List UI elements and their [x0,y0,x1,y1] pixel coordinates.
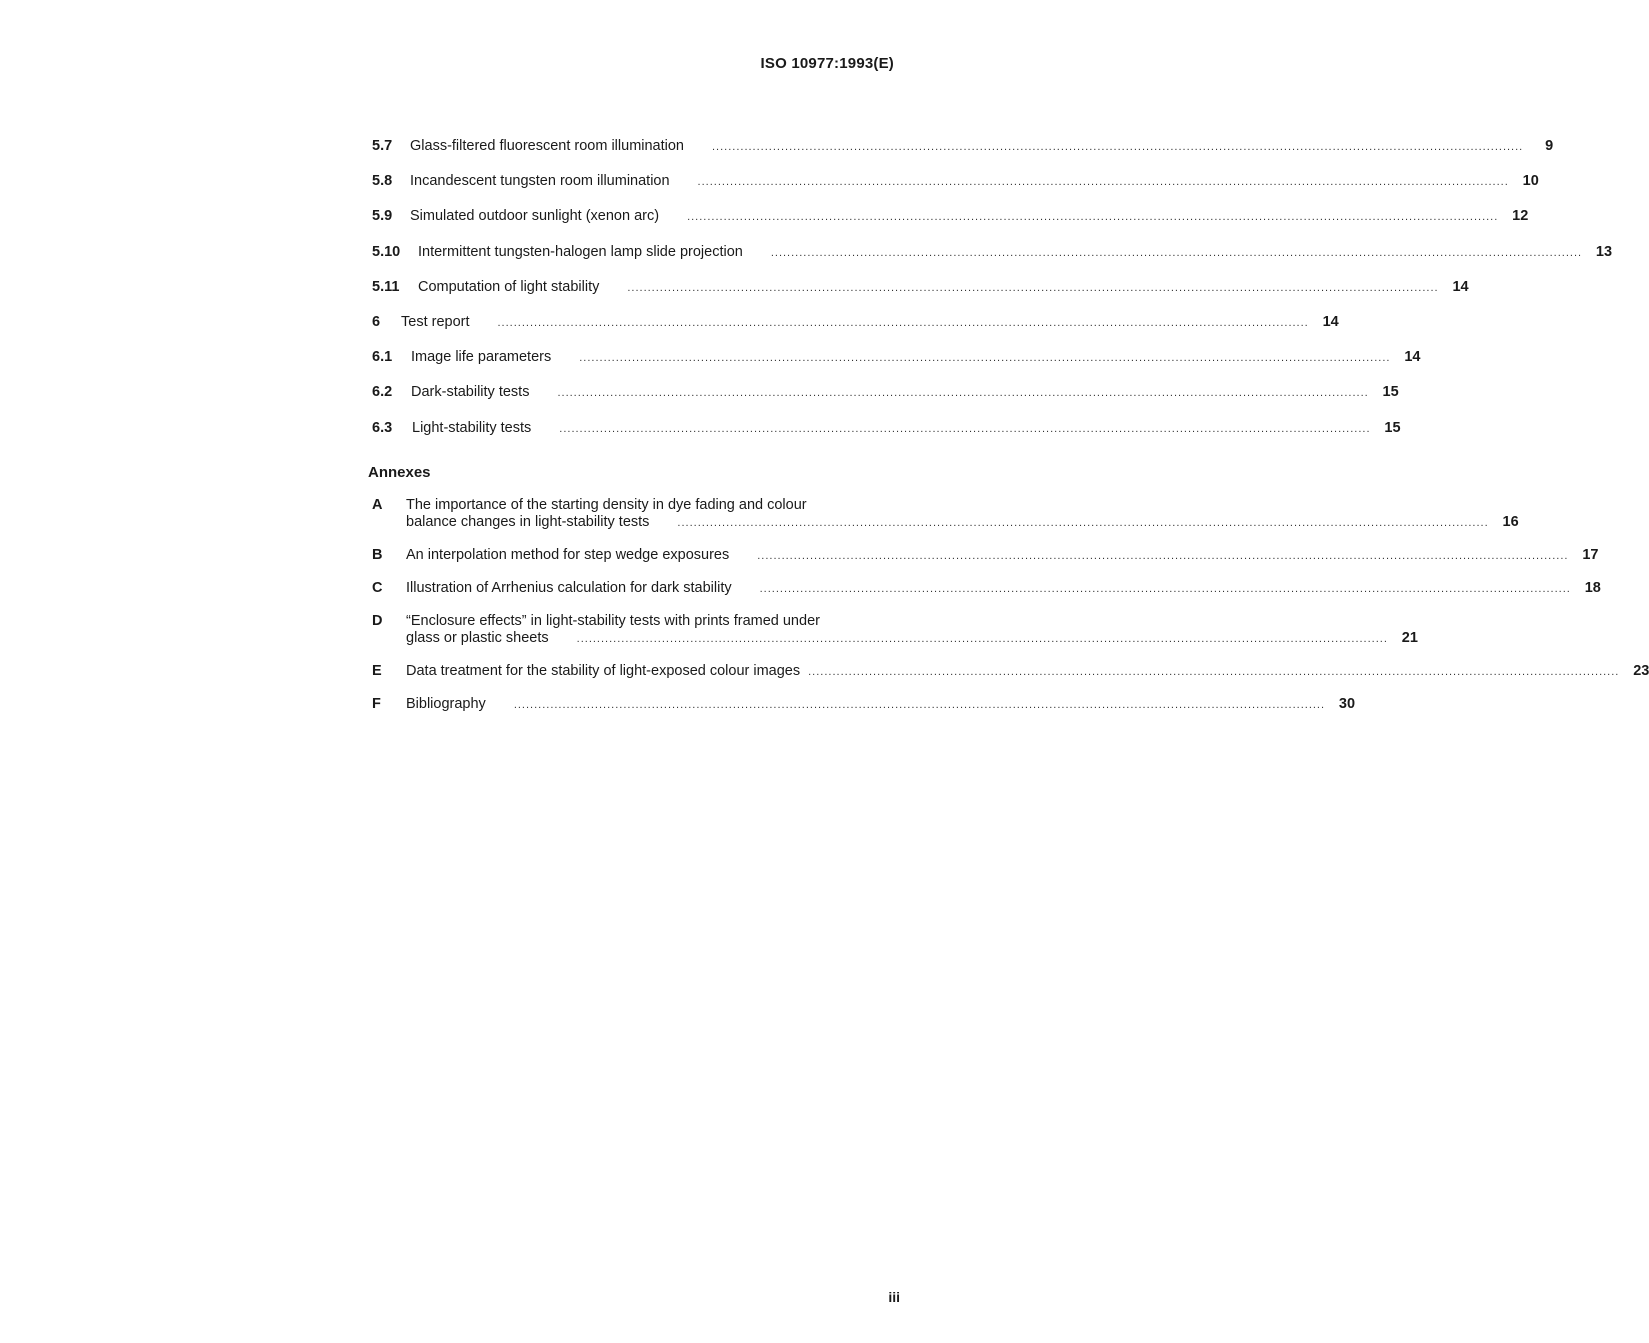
page-number: iii [888,1289,900,1305]
leader-dots: ........................................................................................................................................................................................................ [712,141,1524,153]
toc-entry-page: 15 [1382,384,1399,401]
leader-dots: ........................................................................................................................................................................................................ [697,176,1509,189]
annex-title: An interpolation method for step wedge exposures [406,546,730,563]
toc-entry-page: 14 [1404,349,1421,366]
annex-title: The importance of the starting density in dye fading and colour [406,496,807,513]
toc-entry-number: 5.8 [372,173,393,190]
toc-entry-title: Image life parameters [411,349,552,366]
toc-entry-title: Simulated outdoor sunlight (xenon arc) [410,208,660,225]
toc-entry-5-11[interactable] [372,278,1469,314]
leader-dots: ........................................................................................................................................................................................................ [579,352,1391,365]
leader-dots: ........................................................................................................................................................................................................ [576,632,1388,645]
annex-letter: B [372,546,383,563]
toc-entry-number: 5.7 [372,138,393,154]
annex-title: Data treatment for the stability of light-exposed colour images [406,662,801,679]
annex-entry-c[interactable] [372,579,1601,598]
toc-entry-6-3[interactable] [372,419,1401,455]
toc-entry-number: 6.3 [372,419,393,436]
annex-page: 23 [1633,662,1649,679]
toc-entry-6-2[interactable] [372,384,1399,419]
leader-dots: ........................................................................................................................................................................................................ [559,422,1371,435]
annex-title: Bibliography [406,695,486,712]
annex-title-continued: glass or plastic sheets [406,629,549,646]
toc-entry-5-9[interactable] [372,208,1529,243]
toc-entry-title: Computation of light stability [418,278,600,295]
leader-dots: ........................................................................................................................................................................................................ [513,698,1326,711]
annex-letter: F [372,695,381,712]
table-of-contents [368,138,1649,729]
leader-dots: ........................................................................................................................................................................................................ [770,246,1583,259]
annex-page: 30 [1338,695,1356,712]
annex-title-continued: balance changes in light-stability tests [406,513,650,530]
annex-letter: C [372,579,383,596]
leader-dots: ........................................................................................................................................................................................................ [757,549,1569,562]
toc-entry-title: Test report [401,313,470,330]
leader-dots: ........................................................................................................................................................................................................ [557,387,1369,400]
toc-entry-6[interactable] [372,313,1339,349]
toc-entry-number: 5.11 [372,278,400,295]
toc-entry-title: Intermittent tungsten-halogen lamp slide projection [418,243,743,260]
leader-dots: ........................................................................................................................................................................................................ [677,516,1489,529]
toc-entry-number: 6.2 [372,384,393,401]
annex-entry-d[interactable] [372,612,1418,648]
annex-entry-e[interactable] [372,662,1649,681]
toc-entry-title: Glass-filtered fluorescent room illumination [410,138,684,154]
leader-dots: ........................................................................................................................................................................................................ [627,281,1439,294]
toc-entry-title: Incandescent tungsten room illumination [410,173,670,190]
leader-dots: ........................................................................................................................................................................................................ [497,316,1309,329]
leader-dots: ........................................................................................................................................................................................................ [687,211,1499,224]
toc-entry-6-1[interactable] [372,349,1421,384]
annex-entry-a[interactable] [372,496,1519,532]
annex-entry-f[interactable] [372,695,1356,714]
toc-entry-page: 14 [1322,313,1339,330]
annex-entry-b[interactable] [372,546,1599,565]
toc-entry-5-8[interactable] [372,173,1539,208]
toc-entry-page: 12 [1512,208,1529,225]
annex-page: 17 [1582,546,1599,563]
toc-entry-page: 9 [1545,138,1554,154]
annex-title: Illustration of Arrhenius calculation for dark stability [406,579,732,596]
annexes-heading: Annexes [368,463,431,481]
toc-entry-page: 14 [1452,278,1469,295]
toc-entry-page: 10 [1522,173,1539,190]
toc-entry-page: 13 [1595,243,1613,260]
toc-entry-5-7[interactable] [372,138,1554,173]
toc-entry-number: 6 [372,313,381,330]
leader-dots: ........................................................................................................................................................................................................ [759,582,1571,595]
toc-entry-5-10[interactable] [372,243,1613,279]
toc-entry-number: 5.9 [372,208,393,225]
toc-entry-title: Dark-stability tests [411,384,530,401]
annex-letter: D [372,612,383,629]
toc-entry-page: 15 [1384,419,1401,436]
toc-entry-number: 5.10 [372,243,401,260]
annex-title: “Enclosure effects” in light-stability tests with prints framed under [406,612,820,629]
annex-page: 18 [1584,579,1601,596]
annex-page: 21 [1401,629,1418,646]
toc-entry-title: Light-stability tests [412,419,532,436]
toc-entry-number: 6.1 [372,349,393,366]
annex-letter: A [372,496,383,513]
annex-page: 16 [1502,513,1519,530]
document-id: ISO 10977:1993(E) [760,55,894,72]
annex-letter: E [372,662,382,679]
leader-dots: ........................................................................................................................................................................................................ [808,665,1620,678]
